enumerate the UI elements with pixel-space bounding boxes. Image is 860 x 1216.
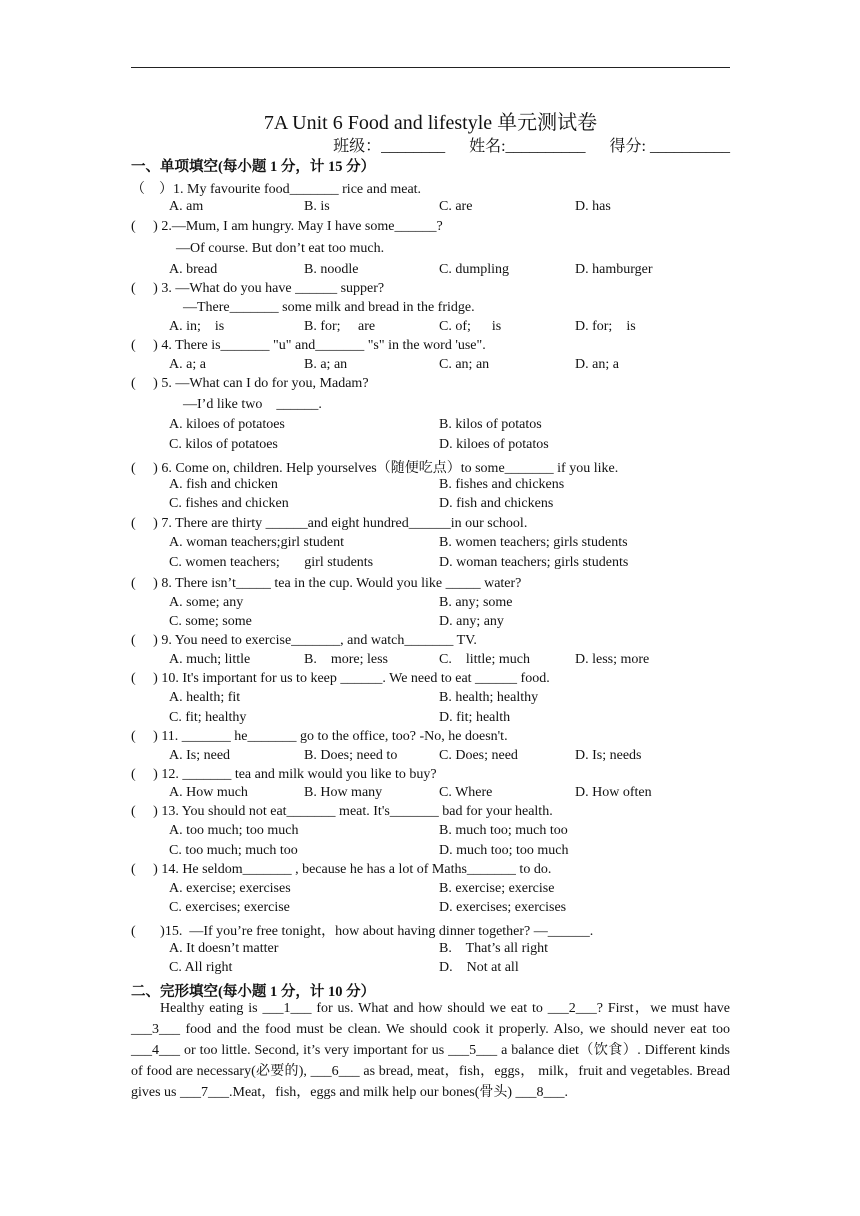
question-6: ( ) 6. Come on, children. Help yourselves（随便吃点）to some_______ if you like. bbox=[131, 461, 619, 476]
question-12: ( ) 12. _______ tea and milk would you like to buy? bbox=[131, 767, 437, 782]
question-9: ( ) 9. You need to exercise_______, and watch_______ TV. bbox=[131, 633, 477, 648]
question-15-options-row2 bbox=[169, 960, 729, 978]
question-13-options-row1 bbox=[169, 823, 729, 841]
question-7-options-row1 bbox=[169, 535, 729, 553]
question-5: ( ) 5. —What can I do for you, Madam? bbox=[131, 376, 369, 391]
question-3-options bbox=[169, 319, 729, 337]
question-11: ( ) 11. _______ he_______ go to the office, too? -No, he doesn't. bbox=[131, 729, 508, 744]
option-c: C. women teachers; girl students bbox=[169, 555, 374, 570]
page-title: 7A Unit 6 Food and lifestyle 单元测试卷 bbox=[263, 112, 598, 134]
section-2-heading: 二、完形填空(每小题 1 分，计 10 分） bbox=[131, 984, 376, 1000]
question-2: ( ) 2.—Mum, I am hungry. May I have some______? bbox=[131, 219, 443, 234]
option-a: A. health; fit bbox=[169, 690, 241, 705]
option-b: B. fishes and chickens bbox=[439, 477, 565, 492]
option-d: D. has bbox=[575, 199, 611, 214]
option-d: D. exercises; exercises bbox=[439, 900, 567, 915]
section-1-heading: 一、单项填空(每小题 1 分，计 15 分） bbox=[131, 159, 376, 175]
option-d: D. fish and chickens bbox=[439, 496, 554, 511]
question-11-options bbox=[169, 748, 729, 766]
option-a: A. a; a bbox=[169, 357, 206, 372]
option-c: C. too much; much too bbox=[169, 843, 298, 858]
option-a: A. in; is bbox=[169, 319, 225, 334]
option-c: C. an; an bbox=[439, 357, 490, 372]
question-1: （ ）1. My favourite food_______ rice and meat. bbox=[131, 182, 422, 197]
option-b: B. much too; much too bbox=[439, 823, 568, 838]
question-3-reply: —There_______ some milk and bread in the fridge. bbox=[169, 300, 475, 315]
option-a: A. too much; too much bbox=[169, 823, 299, 838]
question-6-options-row1 bbox=[169, 477, 729, 495]
question-5-options-row2 bbox=[169, 437, 729, 455]
option-a: A. fish and chicken bbox=[169, 477, 278, 492]
question-14-options-row1 bbox=[169, 881, 729, 899]
option-d: D. less; more bbox=[575, 652, 650, 667]
option-a: A. bread bbox=[169, 262, 218, 277]
option-c: C. kilos of potatoes bbox=[169, 437, 278, 452]
option-c: C. Where bbox=[439, 785, 493, 800]
option-b: B. Does; need to bbox=[304, 748, 398, 763]
option-b: B. more; less bbox=[304, 652, 388, 667]
question-2-reply: —Of course. But don’t eat too much. bbox=[169, 241, 385, 256]
question-14: ( ) 14. He seldom_______ , because he has a lot of Maths_______ to do. bbox=[131, 862, 552, 877]
option-a: A. exercise; exercises bbox=[169, 881, 291, 896]
option-b: B. noodle bbox=[304, 262, 359, 277]
option-d: D. Not at all bbox=[439, 960, 519, 975]
option-b: B. for; are bbox=[304, 319, 376, 334]
student-info-line: 班级：________ 姓名:__________ 得分: __________ bbox=[333, 138, 730, 155]
question-4: ( ) 4. There is_______ "u" and_______ "s" in the word 'use". bbox=[131, 338, 486, 353]
cloze-passage-text: Healthy eating is ___1___ for us. What and how should we eat to ___2___? First，we must have ___3___ food and the food must be clean. We should cook it properly. Also, we should never eat too ___4___ or too little. Second, it’s very important for us ___5___ a balance diet（饮食）. Different kinds of food are necessary(必要的), ___6___ as bread, meat，fish，eggs， milk，fruit and vegetables. Bread gives us ___7___.Meat，fish，eggs and milk help our bones(骨头) ___8___. bbox=[131, 1001, 730, 1100]
option-b: B. That’s all right bbox=[439, 941, 549, 956]
option-c: C. Does; need bbox=[439, 748, 518, 763]
question-2-options bbox=[169, 262, 729, 280]
option-d: D. for; is bbox=[575, 319, 636, 334]
question-15-options-row1 bbox=[169, 941, 729, 959]
option-a: A. How much bbox=[169, 785, 248, 800]
option-a: A. woman teachers;girl student bbox=[169, 535, 344, 550]
option-c: C. fishes and chicken bbox=[169, 496, 289, 511]
option-c: C. are bbox=[439, 199, 473, 214]
option-b: B. exercise; exercise bbox=[439, 881, 555, 896]
option-d: D. hamburger bbox=[575, 262, 653, 277]
question-8-options-row2 bbox=[169, 614, 729, 632]
question-10-options-row1 bbox=[169, 690, 729, 708]
question-8-options-row1 bbox=[169, 595, 729, 613]
question-5-reply: —I’d like two ______. bbox=[169, 397, 322, 412]
question-14-options-row2 bbox=[169, 900, 729, 918]
option-b: B. How many bbox=[304, 785, 383, 800]
question-12-options bbox=[169, 785, 729, 803]
question-1-options bbox=[169, 199, 729, 217]
option-d: D. an; a bbox=[575, 357, 619, 372]
option-a: A. some; any bbox=[169, 595, 244, 610]
option-d: D. much too; too much bbox=[439, 843, 569, 858]
option-b: B. kilos of potatos bbox=[439, 417, 542, 432]
question-7-options-row2 bbox=[169, 555, 729, 573]
option-c: C. of; is bbox=[439, 319, 502, 334]
question-5-options-row1 bbox=[169, 417, 729, 435]
option-c: C. little; much bbox=[439, 652, 530, 667]
question-9-options bbox=[169, 652, 729, 670]
option-a: A. kiloes of potatoes bbox=[169, 417, 285, 432]
option-c: C. some; some bbox=[169, 614, 252, 629]
question-13: ( ) 13. You should not eat_______ meat. It's_______ bad for your health. bbox=[131, 804, 553, 819]
option-b: B. is bbox=[304, 199, 330, 214]
option-c: C. dumpling bbox=[439, 262, 510, 277]
option-b: B. a; an bbox=[304, 357, 348, 372]
option-d: D. kiloes of potatos bbox=[439, 437, 549, 452]
option-a: A. Is; need bbox=[169, 748, 231, 763]
option-c: C. fit; healthy bbox=[169, 710, 247, 725]
question-10: ( ) 10. It's important for us to keep ______. We need to eat ______ food. bbox=[131, 671, 550, 686]
cloze-passage bbox=[131, 998, 730, 1103]
question-3: ( ) 3. —What do you have ______ supper? bbox=[131, 281, 385, 296]
option-b: B. any; some bbox=[439, 595, 513, 610]
option-a: A. much; little bbox=[169, 652, 251, 667]
option-d: D. any; any bbox=[439, 614, 504, 629]
question-13-options-row2 bbox=[169, 843, 729, 861]
question-15: ( )15. —If you’re free tonight，how about having dinner together? —______. bbox=[131, 924, 594, 939]
question-8: ( ) 8. There isn’t_____ tea in the cup. Would you like _____ water? bbox=[131, 576, 522, 591]
option-a: A. It doesn’t matter bbox=[169, 941, 279, 956]
option-c: C. All right bbox=[169, 960, 233, 975]
option-a: A. am bbox=[169, 199, 204, 214]
top-rule bbox=[131, 67, 730, 68]
question-10-options-row2 bbox=[169, 710, 729, 728]
question-4-options bbox=[169, 357, 729, 375]
option-d: D. Is; needs bbox=[575, 748, 642, 763]
question-7: ( ) 7. There are thirty ______and eight hundred______in our school. bbox=[131, 516, 528, 531]
option-c: C. exercises; exercise bbox=[169, 900, 290, 915]
option-b: B. women teachers; girls students bbox=[439, 535, 628, 550]
option-d: D. woman teachers; girls students bbox=[439, 555, 629, 570]
option-d: D. fit; health bbox=[439, 710, 511, 725]
option-d: D. How often bbox=[575, 785, 652, 800]
option-b: B. health; healthy bbox=[439, 690, 539, 705]
question-6-options-row2 bbox=[169, 496, 729, 514]
